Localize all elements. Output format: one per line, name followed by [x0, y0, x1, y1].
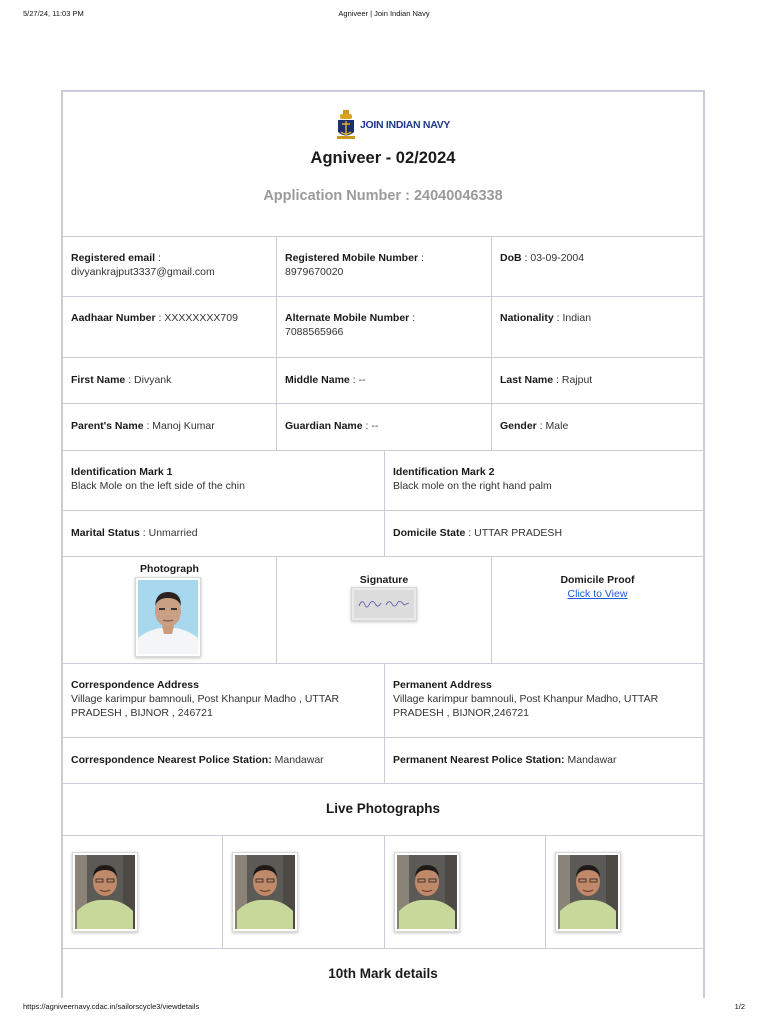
signature-label: Signature — [359, 574, 409, 586]
domicile-state-cell: Domicile State : UTTAR PRADESH — [385, 511, 703, 557]
first-name-label: First Name — [71, 374, 126, 386]
identification-mark-2-value: Black mole on the right hand palm — [393, 480, 552, 492]
live-photo-cell-3 — [385, 836, 546, 949]
registered-email-cell: Registered email : divyankrajput3337@gmail.com — [63, 237, 277, 297]
live-photographs-title: Live Photographs — [63, 784, 703, 836]
live-photo-image — [235, 855, 295, 929]
page-title: Agniveer - 02/2024 — [310, 149, 456, 167]
applicant-photo-image — [138, 580, 198, 654]
application-number: Application Number : 24040046338 — [263, 188, 503, 204]
alternate-mobile-value: 7088565966 — [285, 326, 344, 338]
live-photo-cell-4 — [546, 836, 703, 949]
last-name-value: Rajput — [561, 374, 593, 386]
permanent-police-value: Mandawar — [567, 754, 617, 766]
alternate-mobile-label: Alternate Mobile Number — [285, 312, 410, 324]
live-photo-4 — [555, 852, 621, 932]
print-page-number: 1/2 — [734, 1002, 745, 1011]
logo-text: JOIN INDIAN NAVY — [360, 119, 451, 131]
aadhaar-cell: Aadhaar Number : XXXXXXXX709 — [63, 297, 277, 358]
first-name-cell: First Name : Divyank — [63, 358, 277, 404]
tenth-mark-details-title: 10th Mark details — [328, 966, 438, 981]
live-photo-image — [397, 855, 457, 929]
application-header — [63, 92, 703, 237]
join-indian-navy-logo — [335, 110, 451, 140]
print-page-title: Agniveer | Join Indian Navy — [338, 9, 430, 18]
parent-name-label: Parent's Name — [71, 420, 144, 432]
permanent-police-label: Permanent Nearest Police Station: — [393, 754, 565, 766]
nationality-value: Indian — [562, 312, 592, 324]
last-name-label: Last Name — [500, 374, 554, 386]
domicile-proof-cell — [492, 557, 703, 664]
correspondence-address-value: Village karimpur bamnouli, Post Khanpur Madho , UTTAR PRADESH , BIJNOR , 246721 — [71, 693, 340, 719]
live-photo-2 — [232, 852, 298, 932]
live-photo-cell-1 — [63, 836, 223, 949]
signature-cell — [277, 557, 492, 664]
marital-status-cell: Marital Status : Unmarried — [63, 511, 385, 557]
registered-mobile-label: Registered Mobile Number — [285, 252, 419, 264]
domicile-proof-label: Domicile Proof — [560, 574, 635, 586]
correspondence-police-label: Correspondence Nearest Police Station: — [71, 754, 272, 766]
live-photo-cell-2 — [223, 836, 385, 949]
dob-cell: DoB : 03-09-2004 — [492, 237, 703, 297]
aadhaar-label: Aadhaar Number — [71, 312, 156, 324]
application-sheet — [61, 90, 705, 998]
parent-name-value: Manoj Kumar — [152, 420, 215, 432]
identification-mark-1-cell — [63, 451, 385, 511]
print-footer — [23, 1002, 745, 1014]
domicile-state-value: UTTAR PRADESH — [474, 527, 563, 539]
middle-name-cell: Middle Name : -- — [277, 358, 492, 404]
middle-name-value: -- — [358, 374, 366, 386]
identification-mark-1-label: Identification Mark 1 — [71, 466, 173, 478]
dob-label: DoB — [500, 252, 522, 264]
middle-name-label: Middle Name — [285, 374, 350, 386]
guardian-name-label: Guardian Name — [285, 420, 363, 432]
last-name-cell: Last Name : Rajput — [492, 358, 703, 404]
gender-label: Gender — [500, 420, 537, 432]
marital-status-label: Marital Status — [71, 527, 140, 539]
print-url: https://agniveernavy.cdac.in/sailorscycle3/viewdetails — [23, 1002, 200, 1011]
live-photo-image — [558, 855, 618, 929]
parent-name-cell: Parent's Name : Manoj Kumar — [63, 404, 277, 451]
domicile-state-label: Domicile State — [393, 527, 466, 539]
live-photo-3 — [394, 852, 460, 932]
gender-value: Male — [545, 420, 569, 432]
dob-value: 03-09-2004 — [530, 252, 585, 264]
correspondence-police-cell — [63, 738, 385, 784]
registered-mobile-cell: Registered Mobile Number : 8979670020 — [277, 237, 492, 297]
domicile-proof-link[interactable]: Click to View — [567, 588, 628, 600]
registered-mobile-value: 8979670020 — [285, 266, 344, 278]
first-name-value: Divyank — [134, 374, 172, 386]
identification-mark-2-label: Identification Mark 2 — [393, 466, 495, 478]
correspondence-police-value: Mandawar — [274, 754, 324, 766]
photograph-label: Photograph — [140, 563, 199, 575]
registered-email-label: Registered email — [71, 252, 156, 264]
guardian-name-value: -- — [371, 420, 379, 432]
applicant-signature — [351, 587, 417, 621]
aadhaar-value: XXXXXXXX709 — [164, 312, 238, 324]
marital-status-value: Unmarried — [148, 527, 198, 539]
correspondence-address-cell — [63, 664, 385, 738]
signature-image — [354, 590, 414, 618]
live-photo-1 — [72, 852, 138, 932]
identification-mark-1-value: Black Mole on the left side of the chin — [71, 480, 245, 492]
permanent-address-label: Permanent Address — [393, 679, 492, 691]
permanent-police-cell — [385, 738, 703, 784]
applicant-photograph — [135, 577, 201, 657]
correspondence-address-label: Correspondence Address — [71, 679, 199, 691]
live-photo-image — [75, 855, 135, 929]
alternate-mobile-cell: Alternate Mobile Number : 7088565966 — [277, 297, 492, 358]
print-header — [23, 9, 745, 21]
navy-emblem-icon — [335, 110, 357, 140]
print-timestamp: 5/27/24, 11:03 PM — [23, 9, 84, 18]
registered-email-value: divyankrajput3337@gmail.com — [71, 266, 215, 278]
permanent-address-value: Village karimpur bamnouli, Post Khanpur Madho, UTTAR PRADESH , BIJNOR,246721 — [393, 693, 659, 719]
nationality-label: Nationality — [500, 312, 554, 324]
permanent-address-cell — [385, 664, 703, 738]
photograph-cell — [63, 557, 277, 664]
identification-mark-2-cell — [385, 451, 703, 511]
gender-cell: Gender : Male — [492, 404, 703, 451]
nationality-cell: Nationality : Indian — [492, 297, 703, 358]
guardian-name-cell: Guardian Name : -- — [277, 404, 492, 451]
